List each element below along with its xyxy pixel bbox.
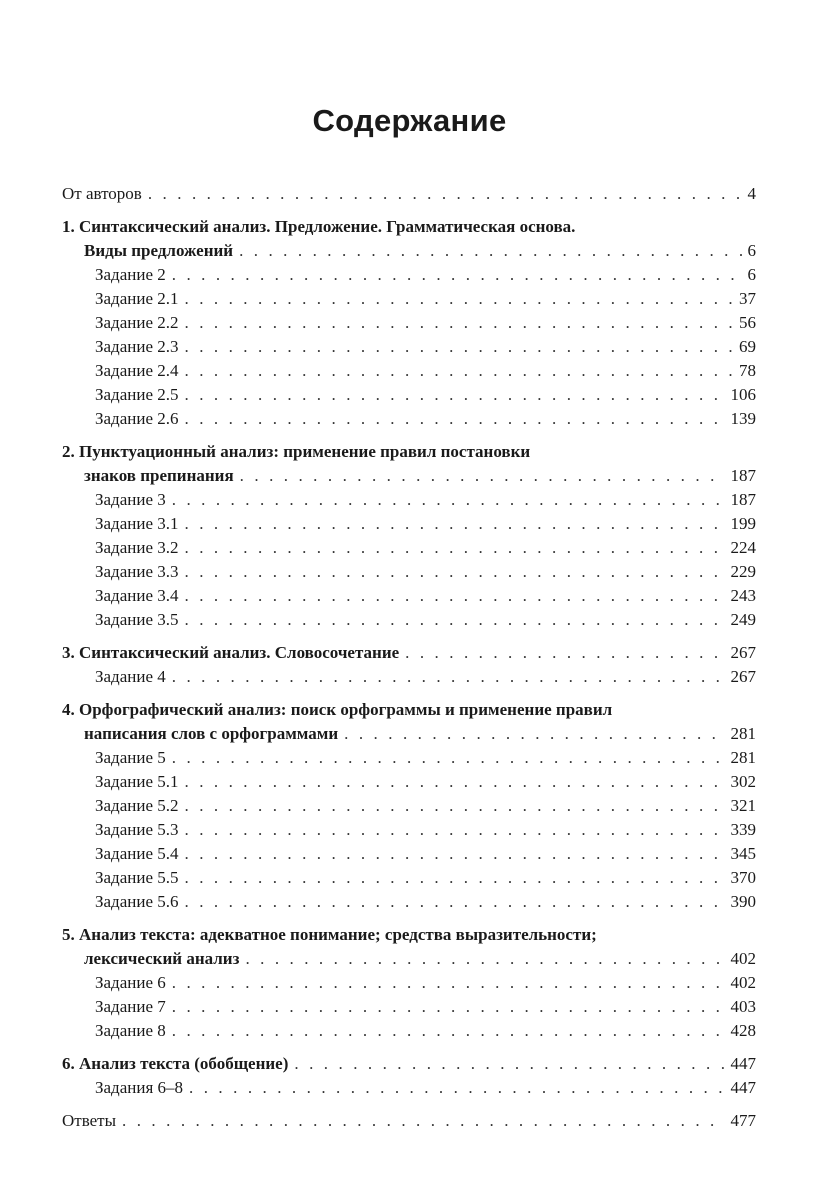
toc-entry-label: Задание 2.6 <box>95 409 179 428</box>
dot-leader <box>185 818 725 842</box>
toc-page-number: 6 <box>747 241 756 260</box>
toc-entry-label: Задание 5.5 <box>95 868 179 887</box>
section-heading[interactable] <box>62 641 756 665</box>
toc-page-number: 267 <box>730 643 756 662</box>
dot-leader <box>172 746 725 770</box>
dot-leader <box>185 536 725 560</box>
toc-page-number: 428 <box>730 1021 756 1040</box>
dot-leader <box>185 512 725 536</box>
dot-leader <box>148 182 742 206</box>
toc-entry-label: Задание 5.3 <box>95 820 179 839</box>
toc-entry-label: Задание 3.2 <box>95 538 179 557</box>
dot-leader <box>245 947 724 971</box>
dot-leader <box>122 1109 724 1133</box>
toc-page-number: 447 <box>730 1078 756 1097</box>
toc-subentry[interactable] <box>62 1076 756 1100</box>
toc-entry-label: Виды предложений <box>84 241 234 260</box>
toc-page-number: 339 <box>730 820 756 839</box>
toc-page-number: 447 <box>730 1054 756 1073</box>
toc-subentry[interactable] <box>62 359 756 383</box>
dot-leader <box>185 359 734 383</box>
toc-entry-label: Задание 3.3 <box>95 562 179 581</box>
toc-subentry[interactable] <box>62 560 756 584</box>
toc-subentry[interactable] <box>62 995 756 1019</box>
toc-subentry[interactable] <box>62 1019 756 1043</box>
toc-entry-label: Задание 2.4 <box>95 361 179 380</box>
toc-page-number: 224 <box>730 538 756 557</box>
dot-leader <box>405 641 724 665</box>
dot-leader <box>185 311 734 335</box>
toc-subentry[interactable] <box>62 512 756 536</box>
dot-leader <box>294 1052 724 1076</box>
dot-leader <box>185 608 725 632</box>
toc-entry-label: знаков препинания <box>84 466 234 485</box>
toc-subentry[interactable] <box>62 890 756 914</box>
section-heading[interactable]: 2. Пунктуационный анализ: применение правил постановки <box>62 442 531 461</box>
dot-leader <box>185 287 734 311</box>
dot-leader <box>172 1019 725 1043</box>
toc-entry-label: Задание 3.1 <box>95 514 179 533</box>
toc-entry-label: Задание 7 <box>95 997 166 1016</box>
section-heading[interactable] <box>62 1052 756 1076</box>
toc-page-number: 302 <box>730 772 756 791</box>
toc-page-number: 187 <box>730 466 756 485</box>
section-heading-end[interactable] <box>62 947 756 971</box>
dot-leader <box>185 383 725 407</box>
toc-entry-label: лексический анализ <box>84 949 240 968</box>
toc-entry-label: Задание 2.3 <box>95 337 179 356</box>
toc-entry-label: Задание 2.2 <box>95 313 179 332</box>
toc-entry-label: Задание 6 <box>95 973 166 992</box>
toc-entry-label: Задание 3 <box>95 490 166 509</box>
dot-leader <box>185 560 725 584</box>
table-of-contents <box>62 182 756 1133</box>
toc-page-number: 370 <box>730 868 756 887</box>
dot-leader <box>185 407 725 431</box>
dot-leader <box>189 1076 724 1100</box>
dot-leader <box>185 866 725 890</box>
toc-subentry[interactable] <box>62 335 756 359</box>
toc-entry-label: Задание 2.1 <box>95 289 179 308</box>
toc-page-number: 249 <box>730 610 756 629</box>
toc-subentry[interactable] <box>62 794 756 818</box>
dot-leader <box>240 464 725 488</box>
toc-subentry[interactable] <box>62 584 756 608</box>
toc-page-number: 243 <box>730 586 756 605</box>
dot-leader <box>185 335 734 359</box>
toc-entry-answers[interactable] <box>62 1109 756 1133</box>
toc-entry-label: написания слов с орфограммами <box>84 724 339 743</box>
toc-subentry[interactable] <box>62 311 756 335</box>
toc-subentry[interactable] <box>62 665 756 689</box>
section-heading[interactable]: 1. Синтаксический анализ. Предложение. Грамматическая основа. <box>62 217 576 236</box>
toc-subentry[interactable] <box>62 488 756 512</box>
dot-leader <box>185 842 725 866</box>
toc-page-number: 56 <box>739 313 756 332</box>
toc-subentry[interactable] <box>62 842 756 866</box>
toc-entry-label: Задание 5.1 <box>95 772 179 791</box>
dot-leader <box>185 584 725 608</box>
toc-subentry[interactable] <box>62 407 756 431</box>
toc-entry-label: 3. Синтаксический анализ. Словосочетание <box>62 643 400 662</box>
dot-leader <box>172 971 725 995</box>
toc-entry-label: Задание 3.4 <box>95 586 179 605</box>
toc-entry-label: Задание 2 <box>95 265 166 284</box>
toc-subentry[interactable] <box>62 536 756 560</box>
dot-leader <box>172 488 725 512</box>
section-heading-end[interactable] <box>62 239 756 263</box>
toc-page-number: 281 <box>730 724 756 743</box>
toc-page-number: 6 <box>747 265 756 284</box>
toc-subentry[interactable] <box>62 971 756 995</box>
section-heading-end[interactable] <box>62 464 756 488</box>
toc-page-number: 281 <box>730 748 756 767</box>
toc-entry-intro[interactable] <box>62 182 756 206</box>
toc-page-number: 267 <box>730 667 756 686</box>
toc-page-number: 390 <box>730 892 756 911</box>
toc-subentry[interactable] <box>62 866 756 890</box>
dot-leader <box>172 995 725 1019</box>
toc-page-number: 139 <box>730 409 756 428</box>
toc-page-number: 477 <box>730 1111 756 1130</box>
toc-subentry[interactable] <box>62 383 756 407</box>
toc-page-number: 78 <box>739 361 756 380</box>
dot-leader <box>172 263 742 287</box>
toc-entry-label: 6. Анализ текста (обобщение) <box>62 1054 289 1073</box>
toc-entry-label: Задание 5.4 <box>95 844 179 863</box>
toc-subentry[interactable] <box>62 287 756 311</box>
toc-entry-label: Задание 5.6 <box>95 892 179 911</box>
toc-page-number: 37 <box>739 289 756 308</box>
section-heading[interactable]: 4. Орфографический анализ: поиск орфограммы и применение правил <box>62 700 613 719</box>
toc-subentry[interactable] <box>62 608 756 632</box>
toc-page-number: 187 <box>730 490 756 509</box>
toc-page-number: 345 <box>730 844 756 863</box>
toc-subentry[interactable] <box>62 746 756 770</box>
dot-leader <box>172 665 725 689</box>
toc-entry-label: Ответы <box>62 1111 117 1130</box>
dot-leader <box>185 890 725 914</box>
toc-page-number: 69 <box>739 337 756 356</box>
toc-subentry[interactable] <box>62 263 756 287</box>
dot-leader <box>185 770 725 794</box>
toc-entry-label: Задание 8 <box>95 1021 166 1040</box>
toc-page-number: 321 <box>730 796 756 815</box>
section-heading-end[interactable] <box>62 722 756 746</box>
toc-entry-label: Задание 4 <box>95 667 166 686</box>
toc-entry-label: От авторов <box>62 184 142 203</box>
toc-page-number: 402 <box>730 973 756 992</box>
toc-entry-label: Задание 5.2 <box>95 796 179 815</box>
toc-page-number: 403 <box>730 997 756 1016</box>
page-title: Содержание <box>312 103 507 138</box>
dot-leader <box>239 239 741 263</box>
dot-leader <box>344 722 724 746</box>
toc-page-number: 229 <box>730 562 756 581</box>
section-heading[interactable]: 5. Анализ текста: адекватное понимание; средства выразительности; <box>62 925 597 944</box>
toc-entry-label: Задание 3.5 <box>95 610 179 629</box>
dot-leader <box>185 794 725 818</box>
toc-page-number: 402 <box>730 949 756 968</box>
toc-page-number: 4 <box>747 184 756 203</box>
toc-page-number: 199 <box>730 514 756 533</box>
toc-page-number: 106 <box>730 385 756 404</box>
toc-entry-label: Задание 5 <box>95 748 166 767</box>
toc-entry-label: Задание 2.5 <box>95 385 179 404</box>
toc-entry-label: Задания 6–8 <box>95 1078 184 1097</box>
toc-subentry[interactable] <box>62 770 756 794</box>
toc-subentry[interactable] <box>62 818 756 842</box>
